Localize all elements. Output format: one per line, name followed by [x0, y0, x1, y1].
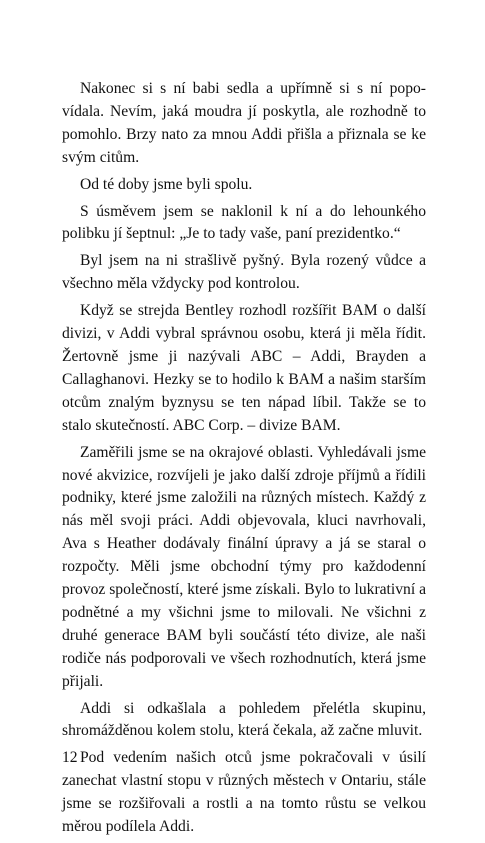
paragraph: Pod vedením našich otců jsme pokračovali v úsilí zanechat vlastní stopu v různých městech v Ontariu, stále jsme se rozšiřovali a rostli a na tomto růstu se velkou měrou podílela Addi. — [62, 749, 426, 836]
paragraph: Nakonec si s ní babi sedla a upřímně si s ní popovídala. Nevím, jaká moudra jí poskytla, ale rozhodně to pomohlo. Brzy nato za mnou Addi přišla a přiznala se ke svým citům. — [62, 80, 426, 166]
paragraph: Addi si odkašlala a pohledem přelétla skupinu, shromážděnou kolem stolu, která čekala, až začne mluvit. — [62, 699, 426, 740]
page-number: 12 — [62, 749, 78, 766]
paragraph: Od té doby jsme byli spolu. — [79, 175, 253, 193]
paragraph: S úsměvem jsem se naklonil k ní a do lehounkého polibku jí šeptnul: „Je to tady vaše, paní prezidentko.“ — [62, 202, 426, 243]
page-body — [62, 78, 426, 843]
paragraph: Když se strejda Bentley rozhodl rozšířit BAM o další divizi, v Addi vybral správnou osobu, která ji měla řídit. Žertovně jsme ji nazývali ABC – Addi, Brayden a Callaghanovi. Hezky se to hodilo k BAM a našim starším otcům znalým byznysu se ten nápad líbil. Takže se to stalo skutečností. ABC Corp. – divize BAM. — [62, 302, 426, 434]
paragraph: Zaměřili jsme se na okrajové oblasti. Vyhledávali jsme nové akvizice, rozvíjeli je jako další zdroje příjmů a řídili podniky, které jsme založili na různých místech. Každý z nás měl svoji práci. Addi objevovala, kluci navrhovali, Ava s Heather dodávaly finální úpravy a já se staral o rozpočty. Měli jsme obchodní týmy pro každodenní provoz společností, které jsme získali. Bylo to lukrativní a podnětné a my všichni jsme to milovali. Ne všichni z druhé generace BAM byli součástí této divize, ale naši rodiče nás podporovali ve všech rozhodnutích, která jsme přijali. — [62, 443, 426, 690]
paragraph: Byl jsem na ni strašlivě pyšný. Byla rozený vůdce a všechno měla vždycky pod kontrolou. — [62, 252, 426, 293]
